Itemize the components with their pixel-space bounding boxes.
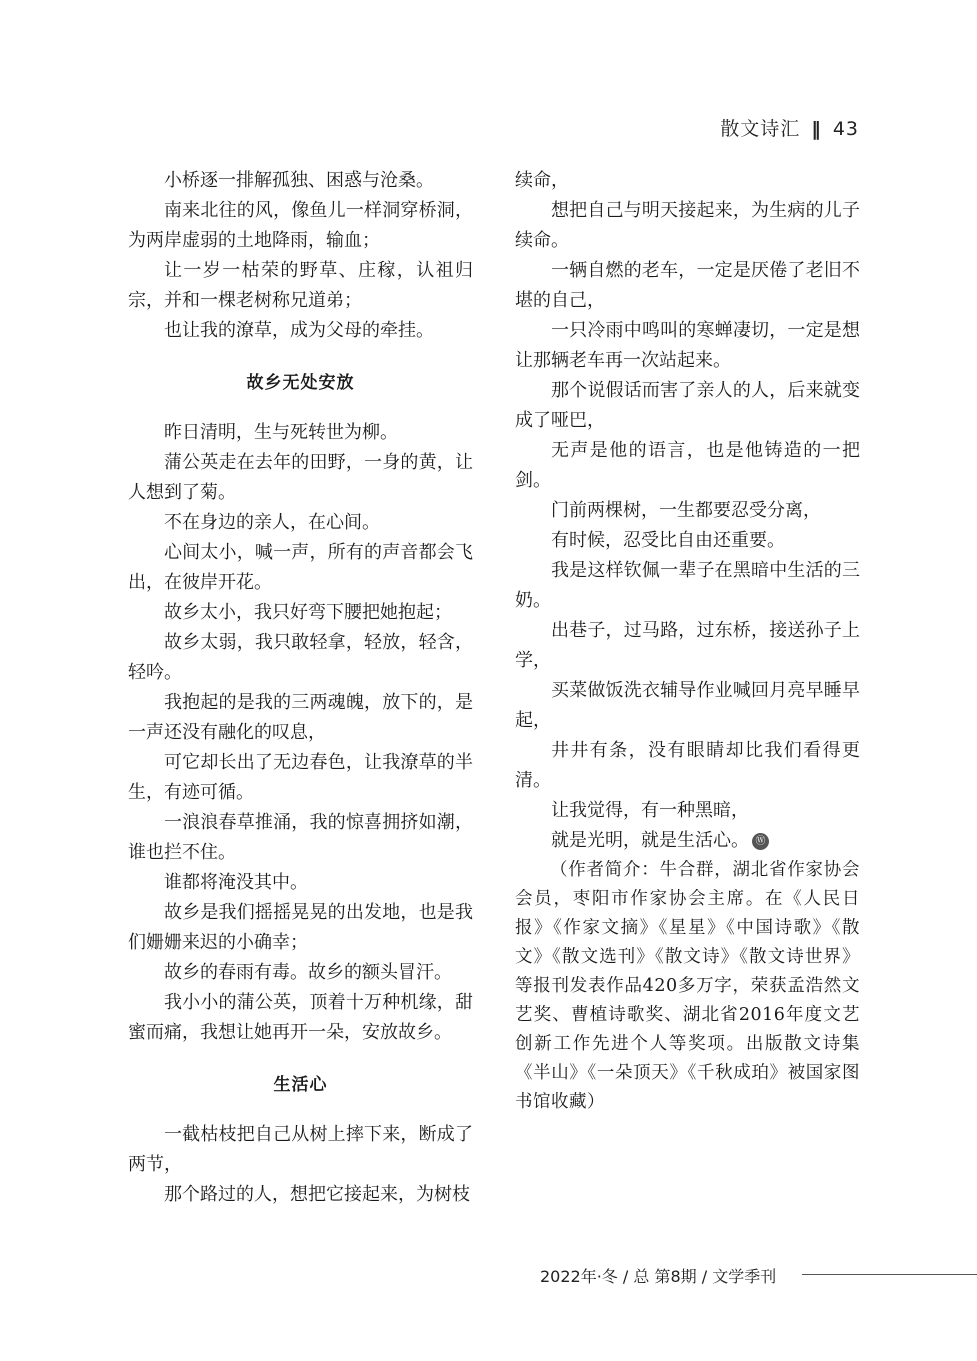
paragraph: 小桥逐一排解孤独、困惑与沧桑。 bbox=[164, 170, 434, 191]
page-number: 43 bbox=[832, 118, 859, 140]
paragraph: 让我觉得，有一种黑暗， bbox=[551, 800, 749, 821]
running-header bbox=[720, 114, 859, 141]
paragraph: 蒲公英走在去年的田野，一身的黄，让人想到了菊。 bbox=[128, 452, 473, 503]
paragraph-continuation: 续命， bbox=[515, 170, 569, 191]
paragraph: 故乡是我们摇摇晃晃的出发地，也是我们姗姗来迟的小确幸； bbox=[128, 902, 473, 953]
paragraph: 南来北往的风，像鱼儿一样洞穿桥洞，为两岸虚弱的土地降雨，输血； bbox=[128, 200, 473, 251]
paragraph: 也让我的潦草，成为父母的牵挂。 bbox=[164, 320, 434, 341]
paragraph: 心间太小，喊一声，所有的声音都会飞出，在彼岸开花。 bbox=[128, 542, 473, 593]
paragraph: 我是这样钦佩一辈子在黑暗中生活的三奶。 bbox=[515, 560, 860, 611]
paragraph: 让一岁一枯荣的野草、庄稼，认祖归宗，并和一棵老树称兄道弟； bbox=[128, 260, 473, 311]
paragraph: 故乡太弱，我只敢轻拿，轻放，轻含，轻吟。 bbox=[128, 632, 473, 683]
paragraph: 买菜做饭洗衣辅导作业喊回月亮早睡早起， bbox=[515, 680, 860, 731]
paragraph: 不在身边的亲人，在心间。 bbox=[164, 512, 380, 533]
end-mark-icon: Ⓦ bbox=[752, 833, 769, 850]
paragraph: 门前两棵树，一生都要忍受分离， bbox=[551, 500, 821, 521]
author-bio: （作者简介：牛合群，湖北省作家协会会员，枣阳市作家协会主席。在《人民日报》《作家文摘》《星星》《中国诗歌》《散文》《散文选刊》《散文诗》《散文诗世界》等报刊发表作品420多万字，荣获孟浩然文艺奖、曹植诗歌奖、湖北省2016年度文艺创新工作先进个人等奖项。出版散文诗集《半山》《一朵顶天》《千秋成珀》被国家图书馆收藏） bbox=[515, 860, 860, 1112]
paragraph: 井井有条，没有眼睛却比我们看得更清。 bbox=[515, 740, 860, 791]
paragraph: 那个说假话而害了亲人的人，后来就变成了哑巴， bbox=[515, 380, 860, 431]
paragraph: 一浪浪春草推涌，我的惊喜拥挤如潮，谁也拦不住。 bbox=[128, 812, 473, 863]
section-name: 散文诗汇 bbox=[720, 118, 801, 140]
section-heading: 生活心 bbox=[273, 1075, 328, 1095]
paragraph-last bbox=[515, 826, 860, 856]
paragraph-text: 就是光明，就是生活心。 bbox=[551, 830, 749, 851]
right-column bbox=[515, 166, 860, 1117]
paragraph: 一只冷雨中鸣叫的寒蝉凄切，一定是想让那辆老车再一次站起来。 bbox=[515, 320, 860, 371]
paragraph: 一辆自燃的老车，一定是厌倦了老旧不堪的自己， bbox=[515, 260, 860, 311]
paragraph: 我小小的蒲公英，顶着十万种机缘，甜蜜而痛，我想让她再开一朵，安放故乡。 bbox=[128, 992, 473, 1043]
paragraph: 有时候，忍受比自由还重要。 bbox=[551, 530, 785, 551]
paragraph: 可它却长出了无边春色，让我潦草的半生，有迹可循。 bbox=[128, 752, 473, 803]
left-column bbox=[128, 166, 473, 1210]
paragraph: 昨日清明，生与死转世为柳。 bbox=[164, 422, 398, 443]
paragraph: 一截枯枝把自己从树上摔下来，断成了两节， bbox=[128, 1124, 473, 1175]
paragraph: 我抱起的是我的三两魂魄，放下的，是一声还没有融化的叹息， bbox=[128, 692, 473, 743]
paragraph: 无声是他的语言，也是他铸造的一把剑。 bbox=[515, 440, 860, 491]
paragraph: 故乡的春雨有毒。故乡的额头冒汗。 bbox=[164, 962, 452, 983]
section-heading: 故乡无处安放 bbox=[246, 373, 355, 393]
header-separator: ‖ bbox=[811, 118, 822, 140]
paragraph: 故乡太小，我只好弯下腰把她抱起； bbox=[164, 602, 452, 623]
paragraph: 出巷子，过马路，过东桥，接送孙子上学， bbox=[515, 620, 860, 671]
paragraph: 谁都将淹没其中。 bbox=[164, 872, 308, 893]
footer-issue-info: 2022年·冬 / 总 第8期 / 文学季刊 bbox=[540, 1267, 777, 1286]
paragraph: 那个路过的人，想把它接起来，为树枝 bbox=[164, 1184, 470, 1205]
paragraph: 想把自己与明天接起来，为生病的儿子续命。 bbox=[515, 200, 860, 251]
footer-rule bbox=[802, 1274, 977, 1275]
